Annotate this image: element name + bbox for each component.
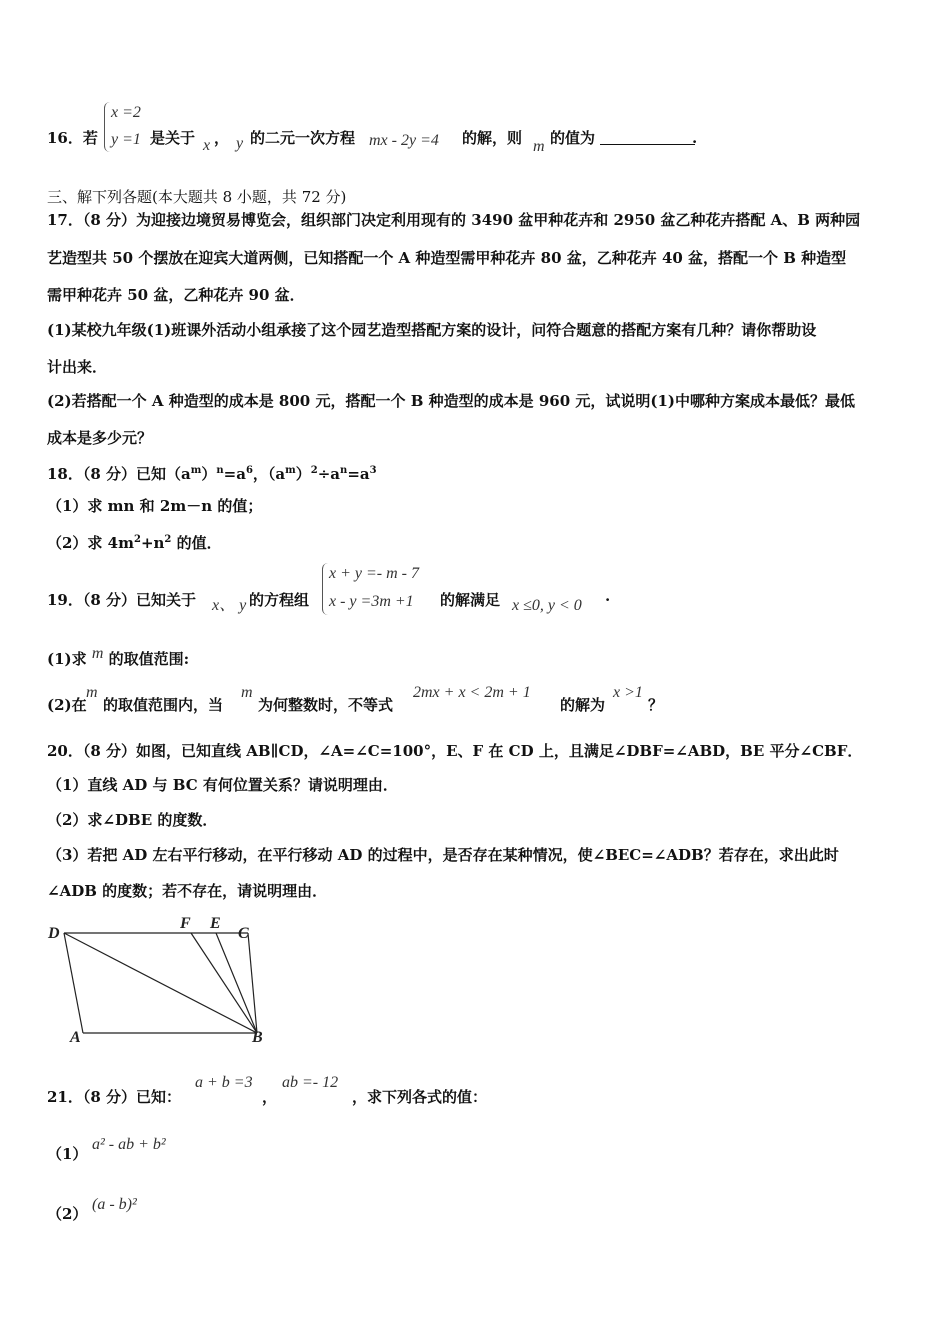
label-d: D — [48, 925, 60, 942]
q21-comma: ， — [262, 1088, 278, 1106]
q17-part1-line2: 计出来． — [47, 358, 108, 376]
q20-part1: （1）直线 AD 与 BC 有何位置关系？请说明理由． — [47, 776, 398, 794]
label-b: B — [252, 1029, 263, 1046]
q18-text: =a — [347, 465, 370, 483]
q18-sup: m — [190, 465, 202, 476]
q16-var-m: m — [533, 138, 545, 155]
q19-vars: x、 y — [212, 597, 247, 614]
q19-condition: x ≤0, y < 0 — [512, 597, 582, 614]
q16-brace — [104, 102, 111, 152]
q19-part1-m: m — [91, 645, 104, 662]
q18-part2-sup: 2 — [133, 534, 141, 545]
q18-part2-text: （2）求 4m — [47, 534, 134, 552]
q19-dot: · — [605, 591, 611, 609]
q21-part2-label: （2） — [47, 1205, 88, 1223]
q17-part2-line2: 成本是多少元？ — [47, 429, 153, 447]
label-e: E — [210, 915, 221, 932]
q20-line1: 20．（8 分）如图，已知直线 AB∥CD，∠A=∠C=100°，E、F 在 CD 上，且满足∠DBF=∠ABD，BE 平分∠CBF． — [47, 742, 863, 760]
q19-part1-text: 的取值范围: — [108, 650, 190, 668]
q17-part2-line1: (2)若搭配一个 A 种造型的成本是 800 元，搭配一个 B 种造型的成本是 960 元，试说明(1)中哪种方案成本最低？最低 — [47, 392, 855, 410]
q21-given1: a + b =3 — [195, 1074, 253, 1091]
q17-line2: 艺造型共 50 个摆放在迎宾大道两侧，已知搭配一个 A 种造型需甲种花卉 80 盆，乙种花卉 40 盆，搭配一个 B 种造型 — [47, 249, 847, 267]
label-a: A — [70, 1029, 81, 1046]
q16-text1: 是关于 — [150, 129, 196, 147]
q21-expr2: (a - b)² — [92, 1196, 137, 1213]
label-c: C — [238, 925, 249, 942]
q16-number: 16．若 — [47, 129, 98, 147]
q21-tail: ，求下列各式的值： — [352, 1088, 488, 1106]
q16-comma: ， — [214, 129, 230, 147]
q19-part2-m: m — [86, 684, 98, 701]
segment-eb — [216, 933, 257, 1033]
q18-sup: 6 — [245, 465, 253, 476]
q16-end: . — [692, 129, 698, 147]
q19-system-line1: x + y =- m - 7 — [329, 565, 420, 582]
q18-text: ） — [201, 465, 217, 483]
q19-part2-b: 的取值范围内，当 — [103, 696, 224, 714]
q19-system-line2: x - y =3m +1 — [329, 593, 414, 610]
q16-answer-blank — [600, 130, 695, 145]
q19-part2-a: (2)在 — [47, 696, 87, 714]
q19-text2: 的解满足 — [440, 591, 501, 609]
q18-statement — [47, 461, 377, 484]
q19-text1: 的方程组 — [249, 591, 310, 609]
q20-part3-line2: ∠ADB 的度数；若不存在，请说明理由． — [47, 882, 328, 900]
q16-text4: 的值为 — [550, 129, 596, 147]
label-f: F — [180, 915, 191, 932]
q17-line3: 需甲种花卉 50 盆，乙种花卉 90 盆． — [47, 286, 305, 304]
geometry-figure — [40, 913, 280, 1048]
q16-text2: 的二元一次方程 — [250, 129, 356, 147]
q19-head: 19．（8 分）已知关于 — [47, 591, 197, 609]
q16-equation: mx - 2y =4 — [369, 132, 439, 149]
q17-part1-line1: (1)某校九年级(1)班课外活动小组承接了这个园艺造型搭配方案的设计，问符合题意的搭配方案有几种？请你帮助设 — [47, 321, 817, 339]
q18-sup: n — [340, 465, 348, 476]
q17-line1: 17．（8 分）为迎接边境贸易博览会，组织部门决定利用现有的 3490 盆甲种花卉和 2950 盆乙种花卉搭配 A、B 两种园 — [47, 211, 861, 229]
q18-sup: m — [285, 465, 296, 476]
q21-head: 21．（8 分）已知： — [47, 1088, 182, 1106]
q16-system-line1: x =2 — [111, 104, 141, 121]
q19-brace — [322, 563, 329, 615]
q18-part2-sup: 2 — [164, 534, 172, 545]
q16-var-x: x — [203, 137, 211, 154]
section-title: 三、解下列各题(本大题共 8 小题，共 72 分) — [47, 188, 347, 206]
q18-sup: 2 — [310, 465, 318, 476]
q18-text: 18．（8 分）已知（a — [47, 465, 191, 483]
q18-part1: （1）求 mn 和 2m－n 的值； — [47, 497, 263, 515]
q16-var-y: y — [236, 135, 244, 152]
q19-part1-text: (1)求 — [47, 650, 87, 668]
segment-db — [64, 933, 257, 1033]
q16-text3: 的解，则 — [462, 129, 523, 147]
q21-given2: ab =- 12 — [282, 1074, 339, 1091]
q19-part1 — [47, 645, 190, 670]
q18-text: ） — [295, 465, 311, 483]
segment-fb — [191, 933, 257, 1033]
q18-text: ÷a — [317, 465, 341, 483]
q19-solution: x >1 — [613, 684, 643, 701]
q18-sup: 3 — [369, 465, 377, 476]
q18-part2-text: +n — [140, 534, 165, 552]
q18-part2 — [47, 530, 222, 553]
q16-system-line2: y =1 — [111, 131, 141, 148]
segment-da — [64, 933, 83, 1033]
q21-part1-label: （1） — [47, 1145, 88, 1163]
q18-text: =a — [223, 465, 246, 483]
q18-text: ，（a — [252, 465, 286, 483]
q18-sup: n — [216, 465, 224, 476]
q21-expr1: a² - ab + b² — [92, 1136, 166, 1153]
q19-part2-d: 的解为 — [560, 696, 606, 714]
q19-part2-m2: m — [241, 684, 253, 701]
q20-part3-line1: （3）若把 AD 左右平行移动，在平行移动 AD 的过程中，是否存在某种情况，使∠BEC=∠ADB？若存在，求出此时 — [47, 846, 839, 864]
q19-part2-c: 为何整数时，不等式 — [258, 696, 394, 714]
q20-part2: （2）求∠DBE 的度数． — [47, 811, 218, 829]
q19-inequality: 2mx + x < 2m + 1 — [413, 684, 531, 701]
q19-question-mark: ？ — [648, 696, 664, 714]
segment-cb — [248, 933, 257, 1033]
q18-part2-text: 的值． — [171, 534, 222, 552]
